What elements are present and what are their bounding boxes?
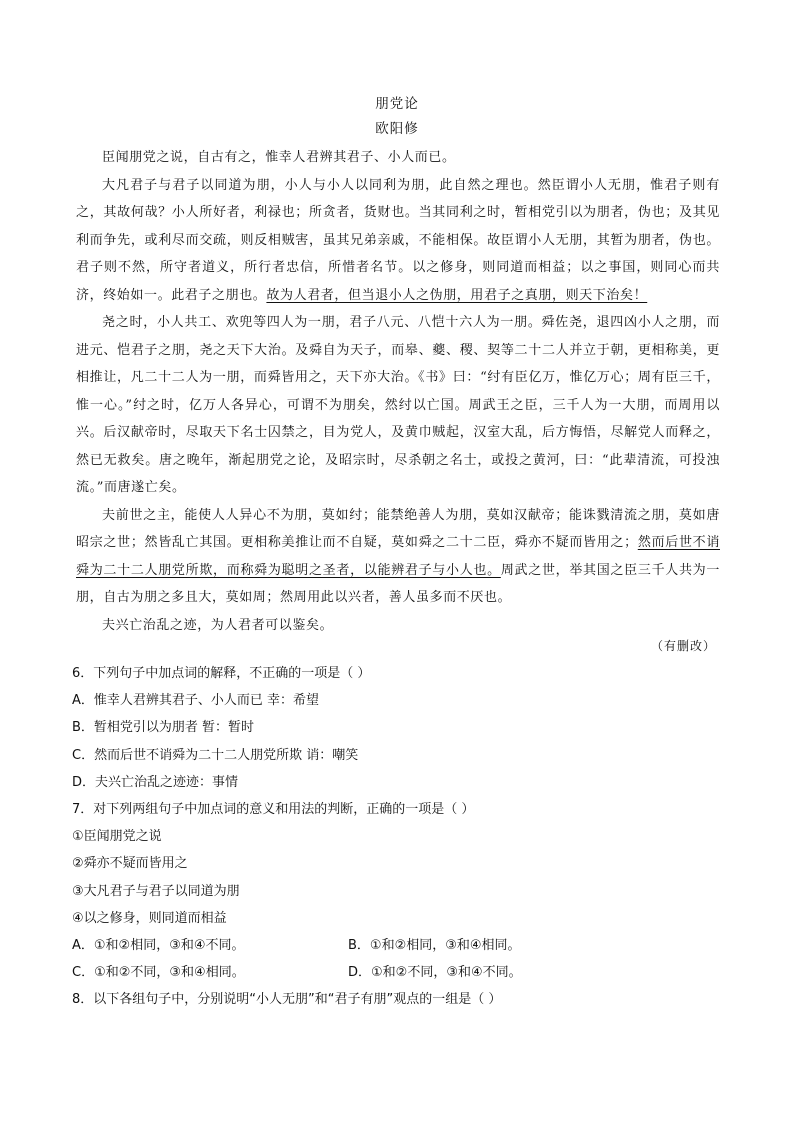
question-7-options-row-2 (72, 959, 732, 986)
paragraph-text: 臣闻朋党之说，自古有之，惟幸人君辨其君子、小人而已。 (102, 150, 456, 165)
paragraph-text: 夫兴亡治乱之迹，为人君者可以鉴矣。 (102, 617, 334, 633)
passage-body (76, 144, 720, 639)
paragraph-text: 周武之世，举其国之臣三千人共为一朋，自古为朋之多且大，莫如周；然周用此以兴者，善人虽多而不厌也。 (76, 562, 720, 605)
question-7-item-4: ④以之修身，则同道而相益 (72, 910, 227, 926)
question-7-stem: 7．对下列两组句子中加点词的意义和用法的判断，正确的一项是（ ） (72, 802, 475, 818)
questions-section (72, 660, 732, 1014)
underlined-sentence: 然而后世不诮舜为二十二人朋党所欺，而称舜为聪明之圣者，以能辨君子与小人也。 (76, 535, 720, 578)
edit-note: （有删改） (650, 639, 716, 653)
paragraph-text: 尧之时，小人共工、欢兜等四人为一朋，君子八元、八恺十六人为一朋。舜佐尧，退四凶小人之朋，而进元、恺君子之朋，尧之天下大治。及舜自为天子，而皋、夔、稷、契等二十二人并立于朝，更相称美，更相推让，凡二十二人为一朋，而舜皆用之，天下亦大治。《书》曰：“纣有臣亿万，惟亿万心；周有臣三千，惟一心。”纣之时，亿万人各异心，可谓不为朋矣，然纣以亡国。周武王之臣，三千人为一大朋，而周用以兴。后汉献帝时，尽取天下名士囚禁之，目为党人，及黄巾贼起，汉室大乱，后方悔悟，尽解党人而释之，然已无救矣。唐之晚年，渐起朋党之论，及昭宗时，尽杀朝之名士，或投之黄河，曰：“此辈清流，可投浊流。”而唐遂亡矣。 (76, 315, 720, 495)
passage-title: 朋党论 (375, 96, 419, 112)
question-6-option-c: C．然而后世不诮舜为二十二人朋党所欺 诮：嘲笑 (72, 747, 359, 763)
question-7-option-d: D．①和②不同，③和④不同。 (348, 965, 522, 981)
underlined-sentence: 故为人君者，但当退小人之伪朋，用君子之真朋，则天下治矣！ (266, 287, 648, 303)
paragraph-text: 大凡君子与君子以同道为朋，小人与小人以同利为朋，此自然之理也。然臣谓小人无朋，惟君子则有之，其故何哉？小人所好者，利禄也；所贪者，货财也。当其同利之时，暂相党引以为朋者，伪也；及其见利而争先，或利尽而交疏，则反相贼害，虽其兄弟亲戚，不能相保。故臣谓小人无朋，其暂为朋者，伪也。君子则不然，所守者道义，所行者忠信，所惜者名节。以之修身，则同道而相益；以之事国，则同心而共济，终始如一。此君子之朋也。 (76, 177, 720, 303)
question-7-options-row-1 (72, 932, 732, 959)
paragraph-5 (76, 612, 720, 640)
question-6-option-d: D．夫兴亡治乱之迹迹：事情 (72, 774, 239, 790)
passage-author: 欧阳修 (375, 121, 419, 137)
question-6-stem: 6．下列句子中加点词的解释，不正确的一项是（ ） (72, 666, 371, 681)
question-7-item-2: ②舜亦不疑而皆用之 (72, 856, 188, 872)
paragraph-text: 夫前世之主，能使人人异心不为朋，莫如纣；能禁绝善人为朋，莫如汉献帝；能诛戮清流之朋，莫如唐昭宗之世；然皆乱亡其国。更相称美推让而不自疑，莫如舜之二十二臣，舜亦不疑而皆用之； (76, 507, 720, 550)
question-7-option-a: A．①和②相同，③和④不同。 (72, 938, 245, 954)
paragraph-4 (76, 502, 720, 612)
paragraph-2 (76, 172, 720, 310)
question-6-option-b: B．暂相党引以为朋者 暂：暂时 (72, 720, 255, 736)
question-6-option-a: A．惟幸人君辨其君子、小人而已 幸：希望 (72, 693, 320, 709)
question-8-stem: 8．以下各组句子中，分别说明“小人无朋”和“君子有朋”观点的一组是（ ） (72, 992, 502, 1008)
question-7-option-b: B．①和②相同，③和④相同。 (348, 938, 521, 954)
question-7-item-3: ③大凡君子与君子以同道为朋 (72, 883, 240, 899)
paragraph-3 (76, 309, 720, 502)
question-7-item-1: ①臣闻朋党之说 (72, 829, 162, 845)
paragraph-1 (76, 144, 720, 172)
question-7-option-c: C．①和②不同，③和④相同。 (72, 965, 245, 981)
